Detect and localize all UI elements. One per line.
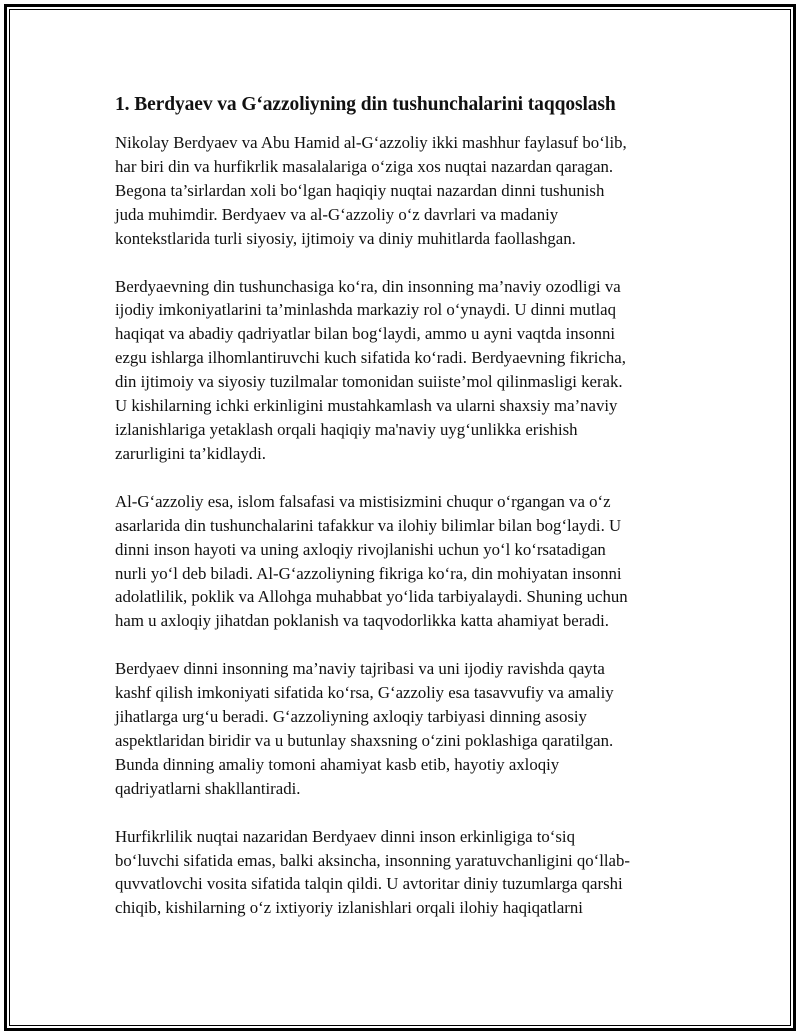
text-line: quvvatlovchi vosita sifatida talqin qildi. U avtoritar diniy tuzumlarga qarshi [115, 874, 623, 894]
text-line: Hurfikrlilik nuqtai nazaridan Berdyaev dinni inson erkinligiga to‘siq [115, 826, 575, 846]
text-line: qadriyatlarni shakllantiradi. [115, 778, 301, 798]
text-line: Berdyaev dinni insonning ma’naviy tajribasi va uni ijodiy ravishda qayta [115, 659, 605, 679]
text-line: Al-G‘azzoliy esa, islom falsafasi va mistisizmini chuqur o‘rgangan va o‘z [115, 491, 611, 511]
text-line: Bunda dinning amaliy tomoni ahamiyat kasb etib, hayotiy axloqiy [115, 754, 560, 774]
text-line: Berdyaevning din tushunchasiga ko‘ra, din insonning ma’naviy ozodligi va [115, 276, 621, 296]
document-body [115, 93, 690, 944]
text-line: kontekstlarida turli siyosiy, ijtimoiy va diniy muhitlarda faollashgan. [115, 228, 576, 248]
text-line: zarurligini ta’kidlaydi. [115, 443, 266, 463]
paragraph-1 [115, 131, 690, 251]
text-line: har biri din va hurfikrlik masalalariga o‘ziga xos nuqtai nazardan qaragan. [115, 156, 614, 176]
paragraph-2 [115, 275, 690, 466]
text-line: Begona ta’sirlardan xoli bo‘lgan haqiqiy nuqtai nazardan dinni tushunish [115, 180, 605, 200]
text-line: adolatlilik, poklik va Allohga muhabbat yo‘lida tarbiyalaydi. Shuning uchun [115, 587, 628, 607]
text-line: din ijtimoiy va siyosiy tuzilmalar tomonidan suiiste’mol qilinmasligi kerak. [115, 372, 623, 392]
text-line: bo‘luvchi sifatida emas, balki aksincha, insonning yaratuvchanligini qo‘llab- [115, 850, 630, 870]
text-line: chiqib, kishilarning o‘z ixtiyoriy izlanishlari orqali ilohiy haqiqatlarni [115, 898, 583, 918]
text-line: aspektlaridan biridir va u butunlay shaxsning o‘zini poklashiga qaratilgan. [115, 730, 614, 750]
text-line: izlanishlariga yetaklash orqali haqiqiy ma'naviy uyg‘unlikka erishish [115, 419, 578, 439]
text-line: nurli yo‘l deb biladi. Al-G‘azzoliyning fikriga ko‘ra, din mohiyatan insonni [115, 563, 622, 583]
text-line: kashf qilish imkoniyati sifatida ko‘rsa, G‘azzoliy esa tasavvufiy va amaliy [115, 683, 614, 703]
text-line: ham u axloqiy jihatdan poklanish va taqvodorlikka katta ahamiyat beradi. [115, 611, 609, 631]
text-line: jihatlarga urg‘u beradi. G‘azzoliyning axloqiy tarbiyasi dinning asosiy [115, 707, 587, 727]
text-line: haqiqat va abadiy qadriyatlar bilan bog‘laydi, ammo u ayni vaqtda insonni [115, 324, 616, 344]
text-line: dinni inson hayoti va uning axloqiy rivojlanishi uchun yo‘l ko‘rsatadigan [115, 539, 606, 559]
text-line: U kishilarning ichki erkinligini mustahkamlash va ularni shaxsiy ma’naviy [115, 396, 618, 416]
section-heading: 1. Berdyaev va G‘azzoliyning din tushunchalarini taqqoslash [115, 94, 616, 115]
paragraph-3 [115, 490, 690, 633]
paragraph-5 [115, 825, 690, 921]
text-line: juda muhimdir. Berdyaev va al-G‘azzoliy o‘z davrlari va madaniy [115, 204, 559, 224]
text-line: Nikolay Berdyaev va Abu Hamid al-G‘azzoliy ikki mashhur faylasuf bo‘lib, [115, 133, 627, 152]
text-line: ezgu ishlarga ilhomlantiruvchi kuch sifatida ko‘radi. Berdyaevning fikricha, [115, 348, 626, 368]
text-line: ijodiy imkoniyatlarini ta’minlashda markaziy rol o‘ynaydi. U dinni mutlaq [115, 300, 617, 320]
paragraph-4 [115, 657, 690, 800]
text-line: asarlarida din tushunchalarini tafakkur va ilohiy bilimlar bilan bog‘laydi. U [115, 515, 622, 535]
